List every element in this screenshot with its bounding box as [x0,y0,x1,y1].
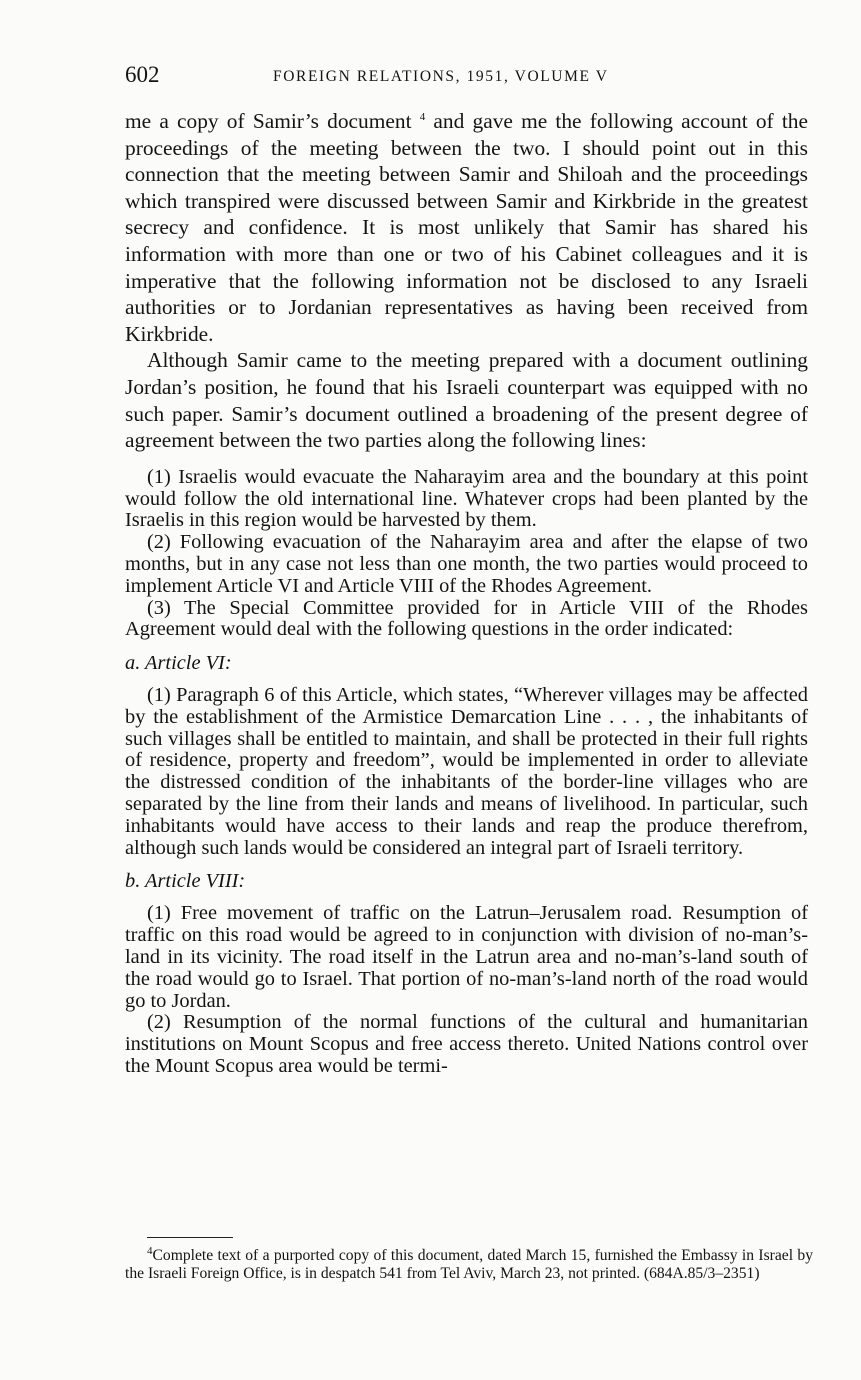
paragraph-1 [125,108,808,347]
footnote-text: Complete text of a purported copy of this document, dated March 15, furnished the Embassy in Israel by the Israeli Foreign Office, is in despatch 541 from Tel Aviv, March 23, not printed. (684A.85/3–2351) [125,1247,813,1282]
page-header [125,62,810,92]
paragraph-2: Although Samir came to the meeting prepared with a document outlining Jordan’s position, he found that his Israeli counterpart was equipped with no such paper. Samir’s document outlined a broadening of the present degree of agreement between the two parties along the following lines: [125,348,808,453]
body-text [125,108,808,1078]
article-vi-item-1: (1) Paragraph 6 of this Article, which states, “Wherever villages may be affected by the establishment of the Armistice Demarcation Line . . . , the inhabitants of such villages shall be entitled to maintain, and shall be protected in their full rights of residence, property and freedom”, would be implemented in order to alleviate the distressed condition of the inhabitants of the border-line villages who are separated by the line from their lands and means of livelihood. In particular, such inhabitants would have access to their lands and reap the produce therefrom, although such lands would be considered an integral part of Israeli territory. [125,684,808,859]
footnote-reference: 4 [419,110,426,123]
footnote-divider [147,1237,233,1238]
subheading-article-viii: b. Article VIII: [125,870,246,893]
extract-item-3: (3) The Special Committee provided for in Article VIII of the Rhodes Agreement would deal with the following questions in the order indicated: [125,596,808,641]
footnote-marker: 4 [147,1244,153,1257]
page-number: 602 [125,62,160,87]
subheading-article-vi: a. Article VI: [125,652,232,675]
extract-item-1: (1) Israelis would evacuate the Naharayim area and the boundary at this point would follow the old international line. Whatever crops had been planted by the Israelis in this region would be harvested by them. [125,465,808,532]
extract-item-2: (2) Following evacuation of the Naharayim area and after the elapse of two months, but in any case not less than one month, the two parties would proceed to implement Article VI and Article VIII of the Rhodes Agreement. [125,531,808,597]
article-viii-item-2: (2) Resumption of the normal functions of the cultural and humanitarian institutions on Mount Scopus and free access thereto. United Nations control over the Mount Scopus area would be termi- [125,1011,808,1078]
article-viii-item-1: (1) Free movement of traffic on the Latrun–Jerusalem road. Resumption of traffic on this road would be agreed to in conjunction with division of no-man’s-land in its vicinity. The road itself in the Latrun area and no-man’s-land south of the road would go to Israel. That portion of no-man’s-land north of the road would go to Jordan. [125,902,808,1012]
footnote [125,1244,813,1282]
paragraph-1-start: me a copy of Samir’s document [125,109,412,133]
paragraph-1-rest: and gave me the following account of the proceedings of the meeting between the two. I should point out in this connection that the meeting between Samir and Shiloah and the proceedings which transpired were discussed between Samir and Kirkbride in the greatest secrecy and confidence. It is most unlikely that Samir has shared his information with more than one or two of his Cabinet colleagues and it is imperative that the following information not be disclosed to any Israeli authorities or to Jordanian representatives as having been received from Kirkbride. [125,109,808,346]
running-title: FOREIGN RELATIONS, 1951, VOLUME V [273,68,609,85]
